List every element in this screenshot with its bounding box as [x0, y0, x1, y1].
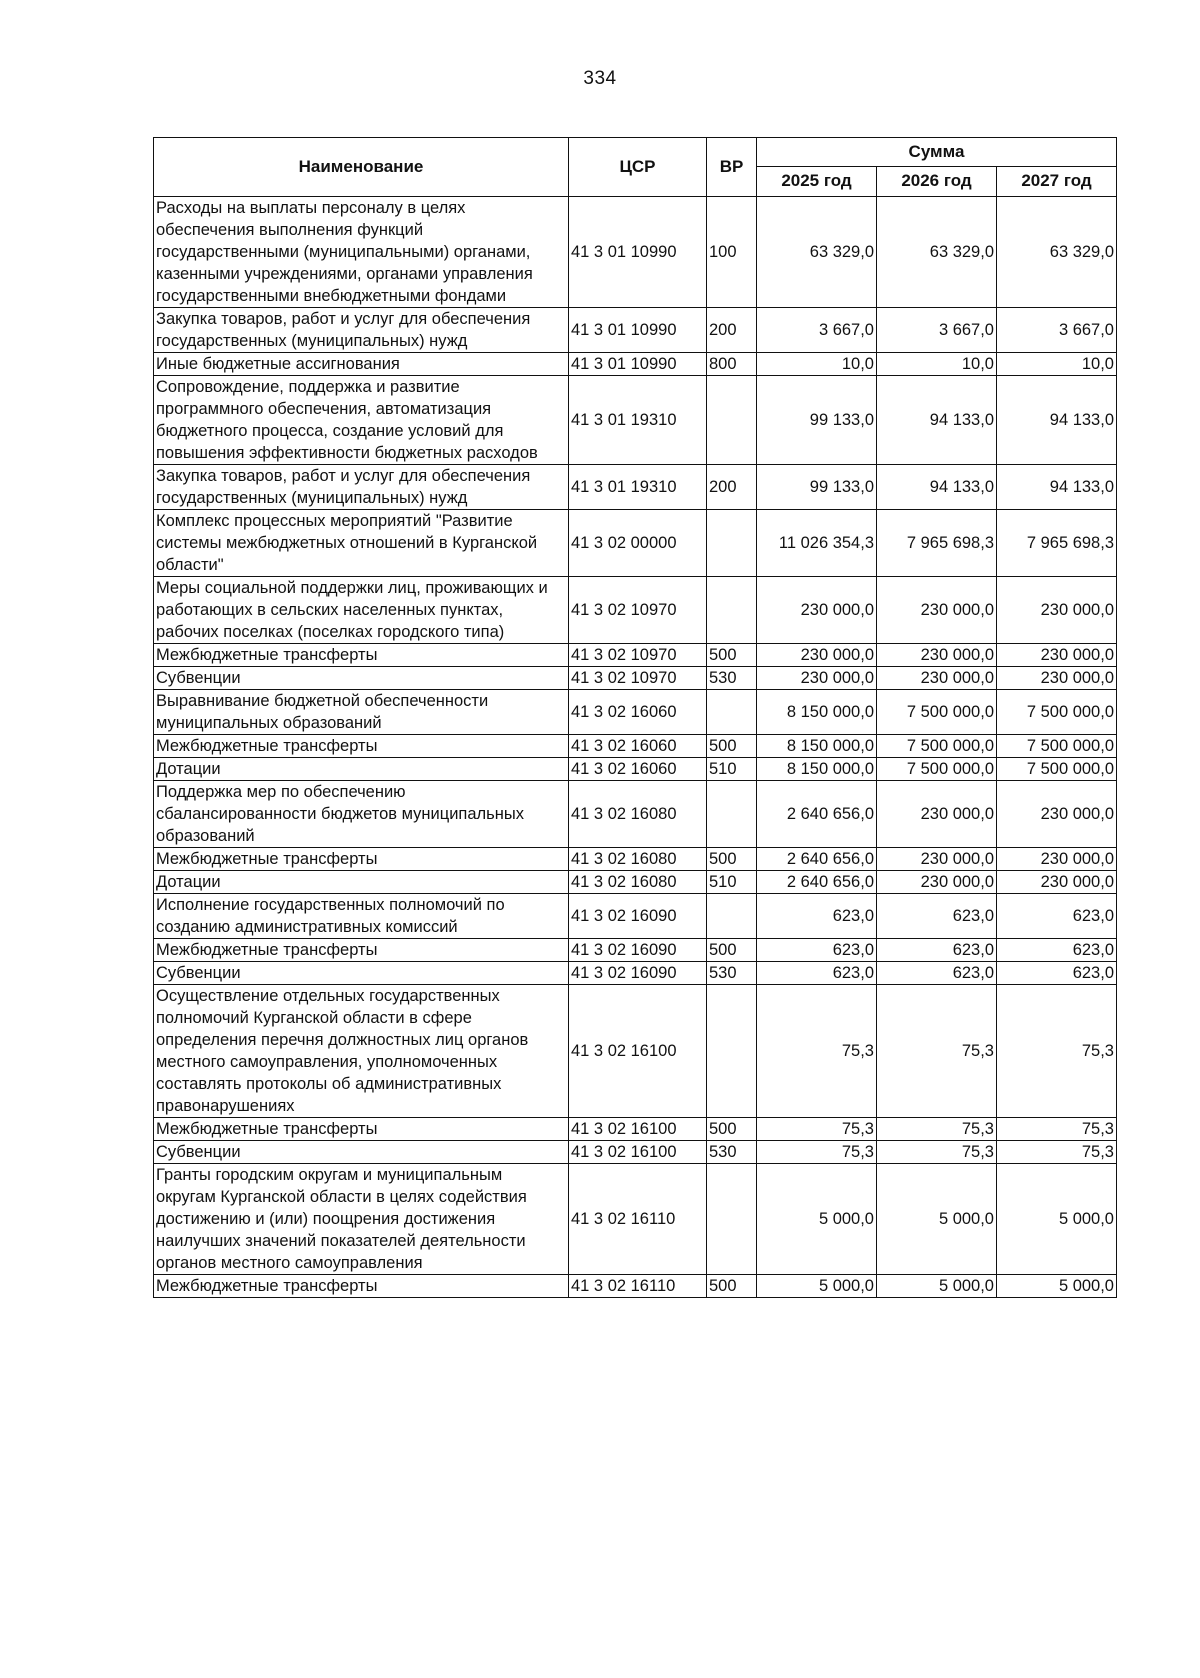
- row-csr-cell: 41 3 02 16100: [569, 985, 707, 1118]
- row-csr-cell: 41 3 02 16100: [569, 1141, 707, 1164]
- row-amount-2027-cell: 94 133,0: [997, 465, 1117, 510]
- row-name-cell: Закупка товаров, работ и услуг для обеспечения государственных (муниципальных) нужд: [154, 308, 569, 353]
- row-vr-cell: 500: [707, 1118, 757, 1141]
- row-amount-2027-cell: 623,0: [997, 939, 1117, 962]
- row-name-cell: Закупка товаров, работ и услуг для обеспечения государственных (муниципальных) нужд: [154, 465, 569, 510]
- row-amount-2025-cell: 5 000,0: [757, 1164, 877, 1275]
- table-row: [154, 985, 1117, 1118]
- row-csr-cell: 41 3 02 10970: [569, 644, 707, 667]
- table-body: [154, 197, 1117, 1298]
- row-amount-2026-cell: 230 000,0: [877, 667, 997, 690]
- row-amount-2025-cell: 3 667,0: [757, 308, 877, 353]
- column-header-2027: 2027 год: [997, 166, 1117, 196]
- table-row: [154, 667, 1117, 690]
- row-amount-2025-cell: 2 640 656,0: [757, 871, 877, 894]
- row-csr-cell: 41 3 02 16060: [569, 735, 707, 758]
- row-csr-cell: 41 3 02 10970: [569, 577, 707, 644]
- row-amount-2026-cell: 63 329,0: [877, 197, 997, 308]
- row-amount-2025-cell: 8 150 000,0: [757, 758, 877, 781]
- row-name-cell: Сопровождение, поддержка и развитие программного обеспечения, автоматизация бюджетного процесса, создание условий для повышения эффективности бюджетных расходов: [154, 376, 569, 465]
- row-amount-2025-cell: 99 133,0: [757, 465, 877, 510]
- row-name-cell: Субвенции: [154, 962, 569, 985]
- row-csr-cell: 41 3 02 10970: [569, 667, 707, 690]
- row-csr-cell: 41 3 01 10990: [569, 197, 707, 308]
- row-amount-2027-cell: 623,0: [997, 894, 1117, 939]
- row-amount-2025-cell: 2 640 656,0: [757, 848, 877, 871]
- row-amount-2026-cell: 623,0: [877, 894, 997, 939]
- row-name-cell: Субвенции: [154, 1141, 569, 1164]
- row-amount-2026-cell: 230 000,0: [877, 848, 997, 871]
- row-csr-cell: 41 3 01 10990: [569, 353, 707, 376]
- row-csr-cell: 41 3 02 16090: [569, 939, 707, 962]
- column-header-2026: 2026 год: [877, 166, 997, 196]
- row-csr-cell: 41 3 02 16060: [569, 690, 707, 735]
- row-amount-2026-cell: 7 500 000,0: [877, 758, 997, 781]
- row-amount-2027-cell: 623,0: [997, 962, 1117, 985]
- row-amount-2025-cell: 2 640 656,0: [757, 781, 877, 848]
- table-row: [154, 894, 1117, 939]
- row-amount-2026-cell: 623,0: [877, 939, 997, 962]
- row-name-cell: Гранты городским округам и муниципальным округам Курганской области в целях содействия достижению и (или) поощрения достижения наилучших значений показателей деятельности органов местного самоуправления: [154, 1164, 569, 1275]
- table-row: [154, 1164, 1117, 1275]
- row-name-cell: Межбюджетные трансферты: [154, 735, 569, 758]
- table-row: [154, 577, 1117, 644]
- row-amount-2025-cell: 8 150 000,0: [757, 735, 877, 758]
- row-csr-cell: 41 3 01 19310: [569, 465, 707, 510]
- row-amount-2027-cell: 230 000,0: [997, 781, 1117, 848]
- row-vr-cell: 100: [707, 197, 757, 308]
- row-csr-cell: 41 3 02 16100: [569, 1118, 707, 1141]
- row-amount-2026-cell: 75,3: [877, 1118, 997, 1141]
- row-amount-2027-cell: 94 133,0: [997, 376, 1117, 465]
- row-csr-cell: 41 3 02 16080: [569, 848, 707, 871]
- row-amount-2027-cell: 63 329,0: [997, 197, 1117, 308]
- row-amount-2026-cell: 94 133,0: [877, 465, 997, 510]
- table-row: [154, 197, 1117, 308]
- row-amount-2025-cell: 75,3: [757, 985, 877, 1118]
- row-amount-2025-cell: 99 133,0: [757, 376, 877, 465]
- row-amount-2027-cell: 230 000,0: [997, 667, 1117, 690]
- row-vr-cell: 510: [707, 871, 757, 894]
- row-amount-2026-cell: 7 500 000,0: [877, 735, 997, 758]
- table-row: [154, 376, 1117, 465]
- row-amount-2025-cell: 10,0: [757, 353, 877, 376]
- row-vr-cell: [707, 1164, 757, 1275]
- table-row: [154, 465, 1117, 510]
- table-header: [154, 138, 1117, 197]
- row-csr-cell: 41 3 02 16110: [569, 1275, 707, 1298]
- row-vr-cell: [707, 690, 757, 735]
- row-name-cell: Поддержка мер по обеспечению сбалансированности бюджетов муниципальных образований: [154, 781, 569, 848]
- row-amount-2025-cell: 230 000,0: [757, 644, 877, 667]
- row-amount-2025-cell: 230 000,0: [757, 577, 877, 644]
- row-name-cell: Меры социальной поддержки лиц, проживающих и работающих в сельских населенных пунктах, рабочих поселках (поселках городского типа): [154, 577, 569, 644]
- row-amount-2025-cell: 623,0: [757, 894, 877, 939]
- row-amount-2025-cell: 11 026 354,3: [757, 510, 877, 577]
- row-amount-2025-cell: 8 150 000,0: [757, 690, 877, 735]
- row-amount-2027-cell: 10,0: [997, 353, 1117, 376]
- table-row: [154, 781, 1117, 848]
- row-vr-cell: [707, 577, 757, 644]
- row-csr-cell: 41 3 02 16110: [569, 1164, 707, 1275]
- table-row: [154, 510, 1117, 577]
- row-vr-cell: 200: [707, 308, 757, 353]
- row-vr-cell: [707, 781, 757, 848]
- table-row: [154, 308, 1117, 353]
- row-csr-cell: 41 3 02 00000: [569, 510, 707, 577]
- row-vr-cell: 800: [707, 353, 757, 376]
- row-vr-cell: 500: [707, 848, 757, 871]
- row-name-cell: Межбюджетные трансферты: [154, 1275, 569, 1298]
- row-amount-2025-cell: 75,3: [757, 1118, 877, 1141]
- row-amount-2027-cell: 75,3: [997, 1141, 1117, 1164]
- row-amount-2026-cell: 5 000,0: [877, 1275, 997, 1298]
- table-row: [154, 962, 1117, 985]
- row-amount-2027-cell: 230 000,0: [997, 871, 1117, 894]
- row-amount-2025-cell: 5 000,0: [757, 1275, 877, 1298]
- row-amount-2026-cell: 10,0: [877, 353, 997, 376]
- row-amount-2027-cell: 75,3: [997, 1118, 1117, 1141]
- table-row: [154, 939, 1117, 962]
- table-row: [154, 644, 1117, 667]
- row-vr-cell: 530: [707, 667, 757, 690]
- table-row: [154, 735, 1117, 758]
- row-csr-cell: 41 3 02 16060: [569, 758, 707, 781]
- row-name-cell: Дотации: [154, 758, 569, 781]
- row-name-cell: Выравнивание бюджетной обеспеченности муниципальных образований: [154, 690, 569, 735]
- column-header-csr: ЦСР: [569, 138, 707, 197]
- row-name-cell: Комплекс процессных мероприятий "Развитие системы межбюджетных отношений в Курганской области": [154, 510, 569, 577]
- row-amount-2026-cell: 7 500 000,0: [877, 690, 997, 735]
- row-vr-cell: 530: [707, 962, 757, 985]
- row-amount-2026-cell: 75,3: [877, 985, 997, 1118]
- row-vr-cell: 200: [707, 465, 757, 510]
- row-amount-2027-cell: 7 500 000,0: [997, 758, 1117, 781]
- row-amount-2027-cell: 75,3: [997, 985, 1117, 1118]
- column-header-name: Наименование: [154, 138, 569, 197]
- row-csr-cell: 41 3 02 16080: [569, 871, 707, 894]
- row-amount-2026-cell: 5 000,0: [877, 1164, 997, 1275]
- row-vr-cell: 500: [707, 939, 757, 962]
- column-header-sum: Сумма: [757, 138, 1117, 167]
- row-name-cell: Субвенции: [154, 667, 569, 690]
- row-amount-2025-cell: 63 329,0: [757, 197, 877, 308]
- row-amount-2026-cell: 623,0: [877, 962, 997, 985]
- row-amount-2027-cell: 7 965 698,3: [997, 510, 1117, 577]
- column-header-vr: ВР: [707, 138, 757, 197]
- budget-table: [153, 137, 1117, 1298]
- row-vr-cell: [707, 510, 757, 577]
- table-row: [154, 1118, 1117, 1141]
- row-vr-cell: [707, 985, 757, 1118]
- row-amount-2025-cell: 75,3: [757, 1141, 877, 1164]
- row-amount-2027-cell: 230 000,0: [997, 577, 1117, 644]
- row-name-cell: Расходы на выплаты персоналу в целях обеспечения выполнения функций государственными (муниципальными) органами, казенными учреждениями, органами управления государственными внебюджетными фондами: [154, 197, 569, 308]
- row-csr-cell: 41 3 01 19310: [569, 376, 707, 465]
- row-csr-cell: 41 3 02 16090: [569, 894, 707, 939]
- row-vr-cell: 530: [707, 1141, 757, 1164]
- row-csr-cell: 41 3 02 16080: [569, 781, 707, 848]
- row-amount-2027-cell: 230 000,0: [997, 644, 1117, 667]
- row-name-cell: Осуществление отдельных государственных полномочий Курганской области в сфере определения перечня должностных лиц органов местного самоуправления, уполномоченных составлять протоколы об административных правонарушениях: [154, 985, 569, 1118]
- row-name-cell: Иные бюджетные ассигнования: [154, 353, 569, 376]
- table-row: [154, 758, 1117, 781]
- row-amount-2025-cell: 623,0: [757, 939, 877, 962]
- row-amount-2025-cell: 230 000,0: [757, 667, 877, 690]
- row-vr-cell: 500: [707, 735, 757, 758]
- row-amount-2026-cell: 230 000,0: [877, 644, 997, 667]
- row-csr-cell: 41 3 01 10990: [569, 308, 707, 353]
- row-amount-2026-cell: 94 133,0: [877, 376, 997, 465]
- column-header-2025: 2025 год: [757, 166, 877, 196]
- table-row: [154, 871, 1117, 894]
- table-row: [154, 1141, 1117, 1164]
- page-number: 334: [583, 68, 617, 89]
- row-csr-cell: 41 3 02 16090: [569, 962, 707, 985]
- row-vr-cell: 500: [707, 1275, 757, 1298]
- table-row: [154, 1275, 1117, 1298]
- row-name-cell: Межбюджетные трансферты: [154, 1118, 569, 1141]
- row-amount-2026-cell: 230 000,0: [877, 781, 997, 848]
- row-amount-2026-cell: 3 667,0: [877, 308, 997, 353]
- row-name-cell: Межбюджетные трансферты: [154, 939, 569, 962]
- row-name-cell: Межбюджетные трансферты: [154, 848, 569, 871]
- row-amount-2027-cell: 7 500 000,0: [997, 690, 1117, 735]
- table-row: [154, 848, 1117, 871]
- table-row: [154, 690, 1117, 735]
- table-row: [154, 353, 1117, 376]
- row-amount-2027-cell: 7 500 000,0: [997, 735, 1117, 758]
- row-amount-2027-cell: 5 000,0: [997, 1275, 1117, 1298]
- row-amount-2025-cell: 623,0: [757, 962, 877, 985]
- row-vr-cell: [707, 894, 757, 939]
- row-amount-2026-cell: 230 000,0: [877, 577, 997, 644]
- row-name-cell: Межбюджетные трансферты: [154, 644, 569, 667]
- row-amount-2027-cell: 230 000,0: [997, 848, 1117, 871]
- row-vr-cell: 500: [707, 644, 757, 667]
- row-name-cell: Исполнение государственных полномочий по созданию административных комиссий: [154, 894, 569, 939]
- row-name-cell: Дотации: [154, 871, 569, 894]
- row-vr-cell: [707, 376, 757, 465]
- row-amount-2026-cell: 75,3: [877, 1141, 997, 1164]
- row-amount-2027-cell: 3 667,0: [997, 308, 1117, 353]
- row-amount-2026-cell: 230 000,0: [877, 871, 997, 894]
- row-vr-cell: 510: [707, 758, 757, 781]
- row-amount-2026-cell: 7 965 698,3: [877, 510, 997, 577]
- row-amount-2027-cell: 5 000,0: [997, 1164, 1117, 1275]
